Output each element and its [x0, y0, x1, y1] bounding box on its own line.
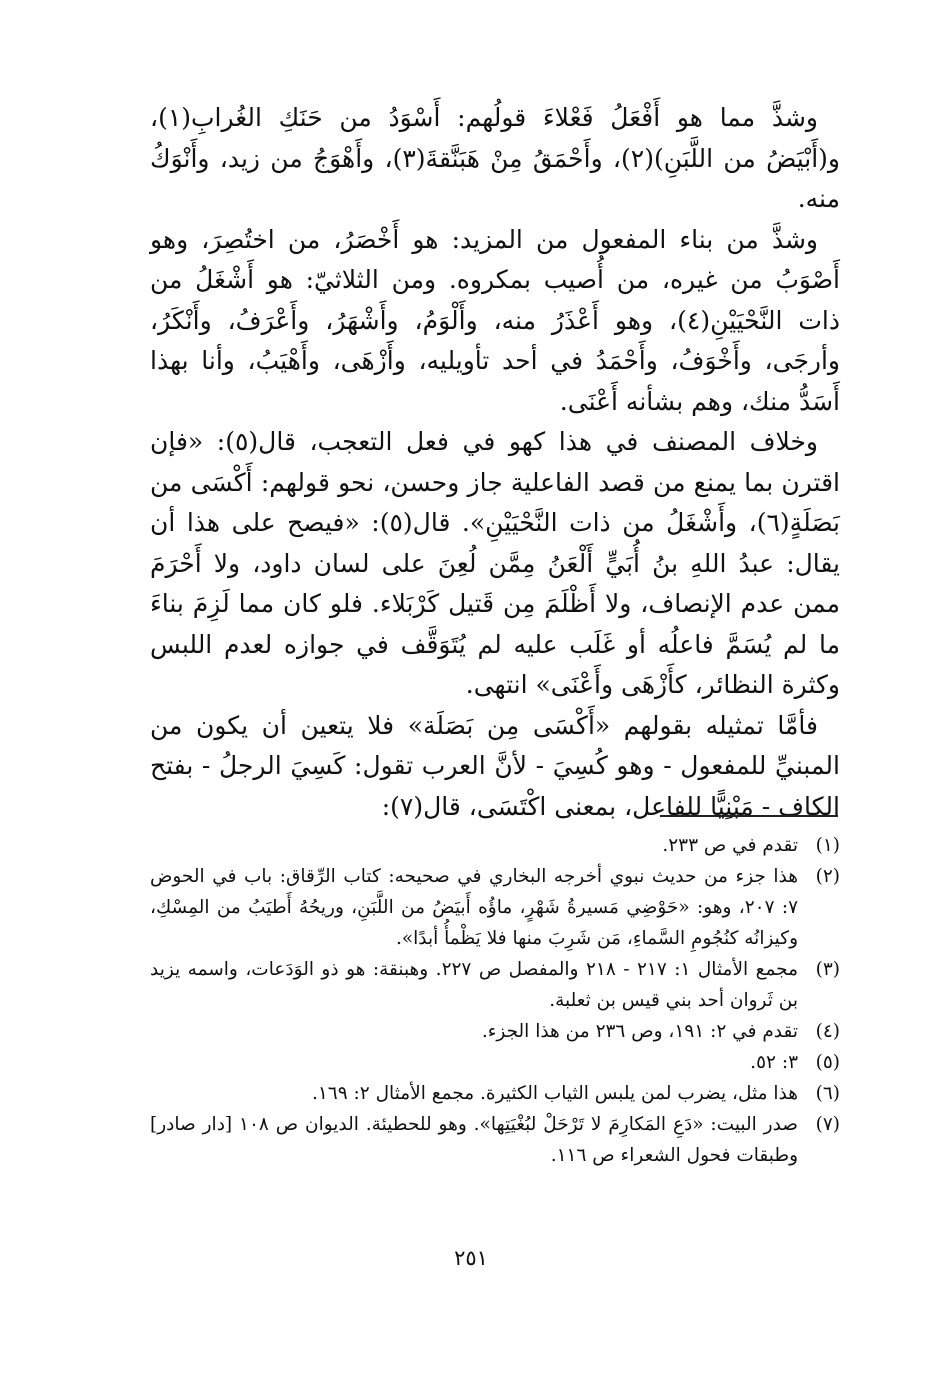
footnote-1 [150, 830, 840, 861]
paragraph-3: وخلاف المصنف في هذا كهو في فعل التعجب، قال(٥): «فإن اقترن بما يمنع من قصد الفاعلية جاز وحسن، نحو قولهم: أَكْسَى من بَصَلَةٍ(٦)، وأَشْغَلُ من ذات النَّحْيَيْنِ». قال(٥): «فيصح على هذا أن يقال: عبدُ اللهِ بنُ أُبَيٍّ أَلْعَنُ مِمَّن لُعِنَ على لسان داود، ولا أَحْرَمَ ممن عدم الإنصاف، ولا أَظْلَمَ مِن قَتيل كَرْبَلاء. فلو كان مما لَزِمَ بناءَ ما لم يُسَمَّ فاعلُه أو غَلَب عليه لم يُتَوَقَّف في جوازه لعدم اللبس وكثرة النظائر، كأَزْهَى وأَعْنَى» انتهى. [150, 427, 840, 699]
footnote-2 [150, 861, 840, 954]
main-text [150, 98, 840, 827]
paragraph-1: وشذَّ مما هو أَفْعَلُ فَعْلاءَ قولُهم: أَسْوَدُ من حَنَكِ الغُرابِ(١)، و(أَبْيَضُ من اللَّبَنِ)(٢)، وأَحْمَقُ مِنْ هَبَنَّقةَ(٣)، وأَهْوَجُ من زيد، وأَنْوَكُ منه. [150, 103, 840, 213]
footnote-text: صدر البيت: «دَعِ المَكارِمَ لا تَرْحَلْ لبُغْيَتِها». وهو للحطيئة. الديوان ص ١٠٨ [دار صادر] وطبقات فحول الشعراء ص ١١٦. [150, 1114, 799, 1166]
footnote-5 [150, 1047, 840, 1078]
page-number: ٢٥١ [454, 1246, 488, 1270]
footnote-text: تقدم في ٢: ١٩١، وص ٢٣٦ من هذا الجزء. [481, 1021, 798, 1042]
footnote-number: (٦) [815, 1083, 840, 1104]
footnote-text: مجمع الأمثال ١: ٢١٧ - ٢١٨ والمفصل ص ٢٢٧. وهبنقة: هو ذو الوَدَعات، واسمه يزيد بن ثَروان أحد بني قيس بن ثعلبة. [150, 959, 798, 1011]
footnote-6 [150, 1078, 840, 1109]
footnote-number: (٤) [815, 1021, 840, 1042]
footnotes [150, 830, 840, 1171]
footnote-4 [150, 1016, 840, 1047]
footnote-text: هذا مثل، يضرب لمن يلبس الثياب الكثيرة. مجمع الأمثال ٢: ١٦٩. [311, 1083, 798, 1104]
paragraph-4: فأمَّا تمثيله بقولهم «أَكْسَى مِن بَصَلَة» فلا يتعين أن يكون من المبنيِّ للمفعول - وهو كُسِيَ - لأنَّ العرب تقول: كَسِيَ الرجلُ - بفتح الكاف - مَبْنِيًّا للفاعل، بمعنى اكْتَسَى، قال(٧): [150, 710, 840, 821]
footnote-number: (٥) [815, 1052, 840, 1073]
footnote-separator [660, 815, 838, 817]
footnote-3 [150, 954, 840, 1016]
paragraph-2: وشذَّ من بناء المفعول من المزيد: هو أَخْصَرُ، من اختُصِرَ، وهو أَصْوَبُ من غيره، من أُصيب بمكروه. ومن الثلاثيّ: هو أَشْغَلُ من ذات النَّحْيَيْنِ(٤)، وهو أَعْذَرُ منه، وأَلْوَمُ، وأَشْهَرُ، وأَعْرَفُ، وأَنْكَرُ، وأرجَى، وأَخْوَفُ، وأَحْمَدُ في أحد تأويليه، وأَزْهَى، وأَهْيَبُ، وأنا بهذا أَسَدُّ منك، وهم بشأنه أَعْنَى. [150, 224, 840, 416]
footnote-text: ٣: ٥٢. [750, 1052, 798, 1073]
footnote-text: هذا جزء من حديث نبوي أخرجه البخاري في صحيحه: كتاب الرِّقاق: باب في الحوض ٧: ٢٠٧، وهو: «حَوْضِي مَسيرةُ شَهْرٍ، ماؤُه أَبيَضُ من اللَّبَنِ، وريحُهُ أَطيَبُ من المِسْكِ، وكيزانُه كنُجُومِ السَّماءِ، مَن شَرِبَ منها فلا يَظْمأُ أبدًا». [150, 866, 798, 949]
footnote-number: (٢) [815, 866, 840, 887]
footnote-7 [150, 1109, 840, 1171]
footnote-text: تقدم في ص ٢٣٣. [662, 835, 798, 856]
footnote-number: (١) [815, 835, 840, 856]
footnote-number: (٣) [815, 959, 840, 980]
footnote-number: (٧) [815, 1114, 840, 1135]
